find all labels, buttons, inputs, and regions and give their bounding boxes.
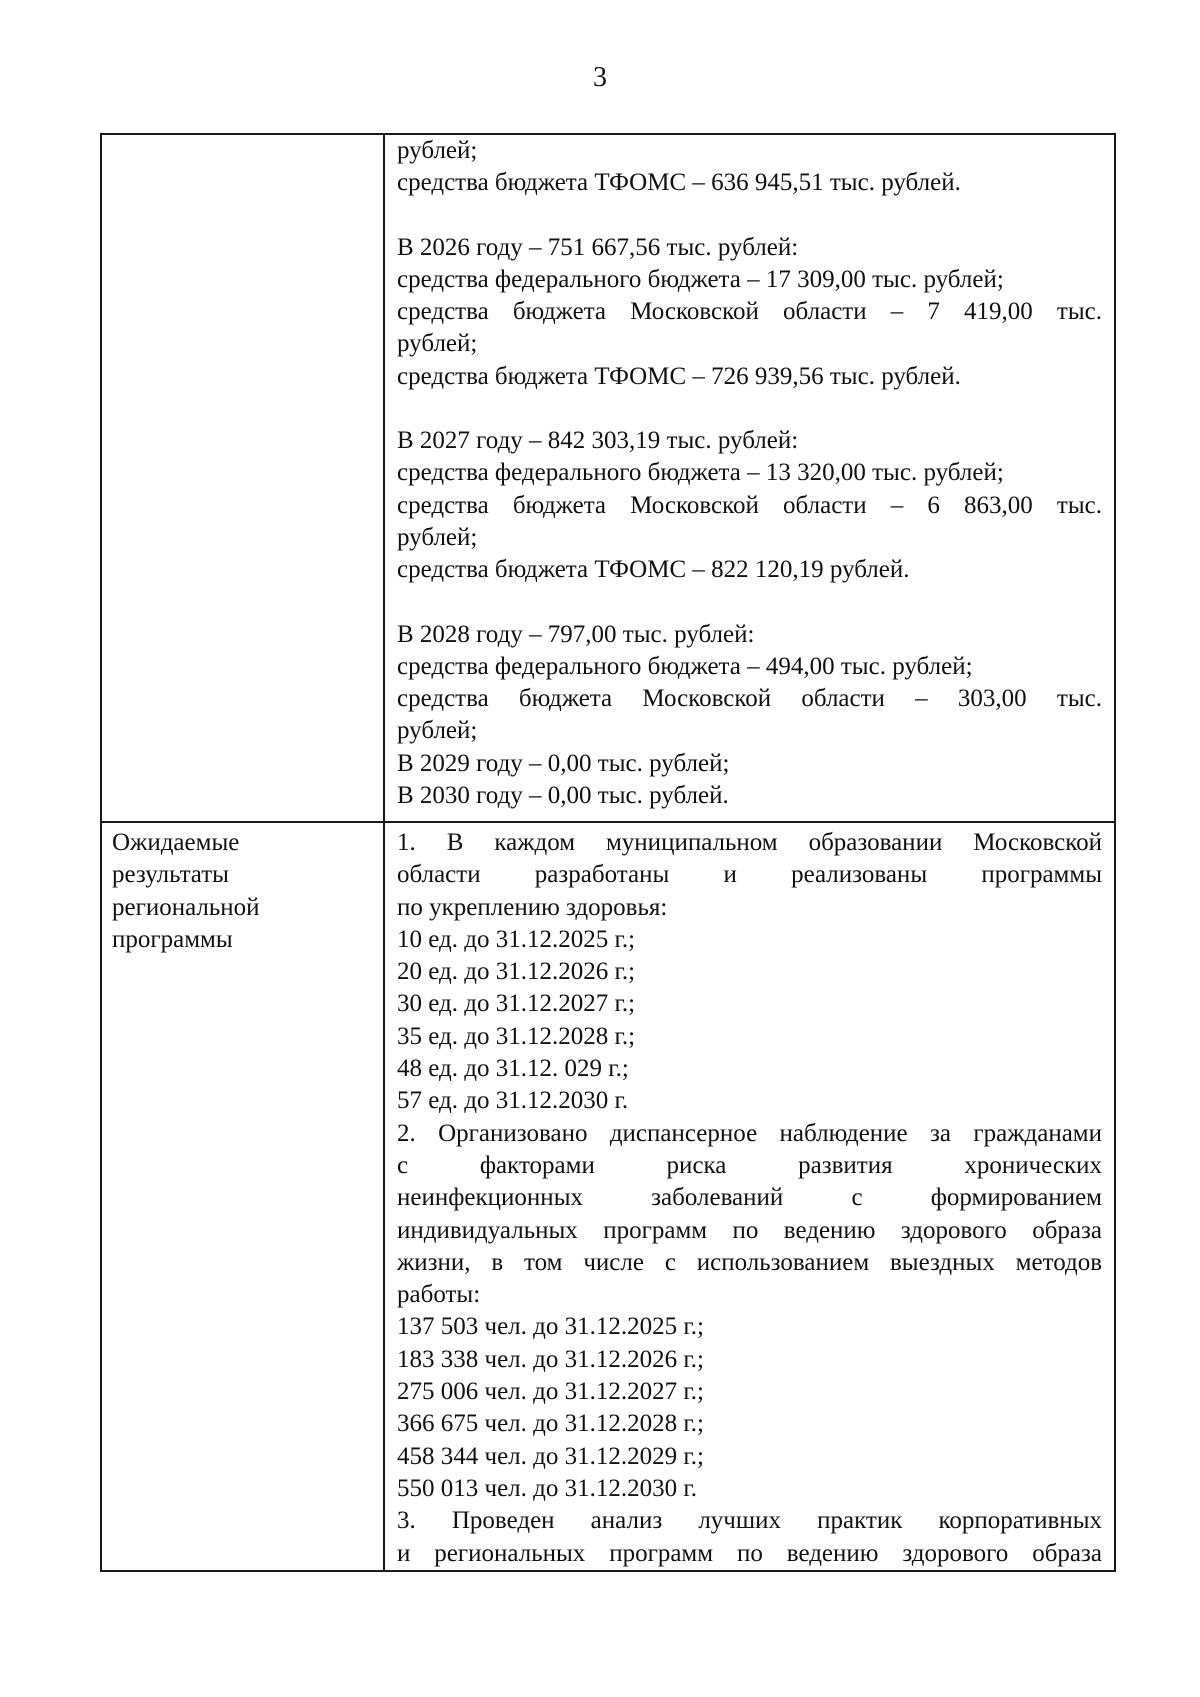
results-line: области разработаны и реализованы программы bbox=[397, 861, 1102, 889]
results-label-line: результаты bbox=[112, 861, 229, 889]
results-line: 30 ед. до 31.12.2027 г.; bbox=[397, 990, 636, 1018]
results-line: по укреплению здоровья: bbox=[397, 893, 668, 921]
funding-line: средства федерального бюджета – 13 320,00 тыс. рублей; bbox=[397, 459, 1004, 487]
results-line: 458 344 чел. до 31.12.2029 г.; bbox=[397, 1442, 704, 1470]
results-line: 1. В каждом муниципальном образовании Московской bbox=[397, 829, 1102, 856]
funding-line: рублей; bbox=[397, 717, 478, 745]
results-line: 183 338 чел. до 31.12.2026 г.; bbox=[397, 1345, 704, 1373]
funding-year-heading: В 2028 году – 797,00 тыс. рублей: bbox=[397, 620, 755, 648]
funding-line: средства федерального бюджета – 494,00 тыс. рублей; bbox=[397, 652, 973, 680]
results-line: 275 006 чел. до 31.12.2027 г.; bbox=[397, 1378, 704, 1406]
funding-line: рублей; bbox=[397, 137, 478, 164]
results-line: и региональных программ по ведению здорового образа bbox=[397, 1539, 1102, 1567]
funding-line: средства бюджета Московской области – 303,00 тыс. bbox=[397, 685, 1102, 713]
results-line: с факторами риска развития хронических bbox=[397, 1151, 1102, 1179]
results-line: 48 ед. до 31.12. 029 г.; bbox=[397, 1055, 629, 1083]
funding-label-cell bbox=[101, 134, 384, 822]
results-label-line: программы bbox=[112, 925, 233, 953]
funding-line: средства бюджета ТФОМС – 822 120,19 рублей. bbox=[397, 556, 910, 584]
funding-value-cell bbox=[384, 134, 1115, 822]
results-label-line: региональной bbox=[112, 893, 260, 921]
results-label bbox=[102, 823, 383, 956]
results-label-line: Ожидаемые bbox=[112, 829, 240, 856]
funding-line: В 2029 году – 0,00 тыс. рублей; bbox=[397, 749, 730, 777]
program-passport-table bbox=[100, 133, 1116, 1572]
paragraph-gap bbox=[397, 200, 1102, 232]
results-label-cell bbox=[101, 822, 384, 1571]
paragraph-gap bbox=[397, 587, 1102, 619]
results-line: работы: bbox=[397, 1281, 481, 1309]
funding-line: средства бюджета Московской области – 6 863,00 тыс. bbox=[397, 491, 1102, 519]
page-number: 3 bbox=[593, 62, 607, 93]
results-line: 2. Организовано диспансерное наблюдение за гражданами bbox=[397, 1119, 1102, 1147]
results-line: 366 675 чел. до 31.12.2028 г.; bbox=[397, 1410, 704, 1438]
results-text bbox=[385, 823, 1114, 1570]
funding-line: В 2030 году – 0,00 тыс. рублей. bbox=[397, 782, 729, 810]
funding-line: рублей; bbox=[397, 330, 478, 358]
results-line: индивидуальных программ по ведению здорового образа bbox=[397, 1216, 1102, 1244]
results-line: 57 ед. до 31.12.2030 г. bbox=[397, 1087, 629, 1115]
results-value-cell bbox=[384, 822, 1115, 1571]
results-line: 3. Проведен анализ лучших практик корпоративных bbox=[397, 1507, 1102, 1535]
results-line: 550 013 чел. до 31.12.2030 г. bbox=[397, 1474, 698, 1502]
funding-line: рублей; bbox=[397, 523, 478, 551]
funding-line: средства бюджета ТФОМС – 636 945,51 тыс. рублей. bbox=[397, 169, 961, 197]
funding-text bbox=[385, 135, 1114, 812]
results-line: жизни, в том числе с использованием выездных методов bbox=[397, 1248, 1102, 1276]
funding-year-heading: В 2026 году – 751 667,56 тыс. рублей: bbox=[397, 233, 799, 261]
results-line: неинфекционных заболеваний с формированием bbox=[397, 1184, 1102, 1212]
funding-year-heading: В 2027 году – 842 303,19 тыс. рублей: bbox=[397, 427, 799, 455]
funding-line: средства федерального бюджета – 17 309,00 тыс. рублей; bbox=[397, 265, 1004, 293]
results-line: 20 ед. до 31.12.2026 г.; bbox=[397, 958, 636, 986]
results-line: 35 ед. до 31.12.2028 г.; bbox=[397, 1022, 636, 1050]
results-line: 137 503 чел. до 31.12.2025 г.; bbox=[397, 1313, 704, 1341]
paragraph-gap bbox=[397, 393, 1102, 425]
funding-line: средства бюджета ТФОМС – 726 939,56 тыс. рублей. bbox=[397, 362, 961, 390]
results-row bbox=[101, 822, 1115, 1571]
funding-line: средства бюджета Московской области – 7 419,00 тыс. bbox=[397, 298, 1102, 326]
results-line: 10 ед. до 31.12.2025 г.; bbox=[397, 925, 636, 953]
funding-row bbox=[101, 134, 1115, 822]
